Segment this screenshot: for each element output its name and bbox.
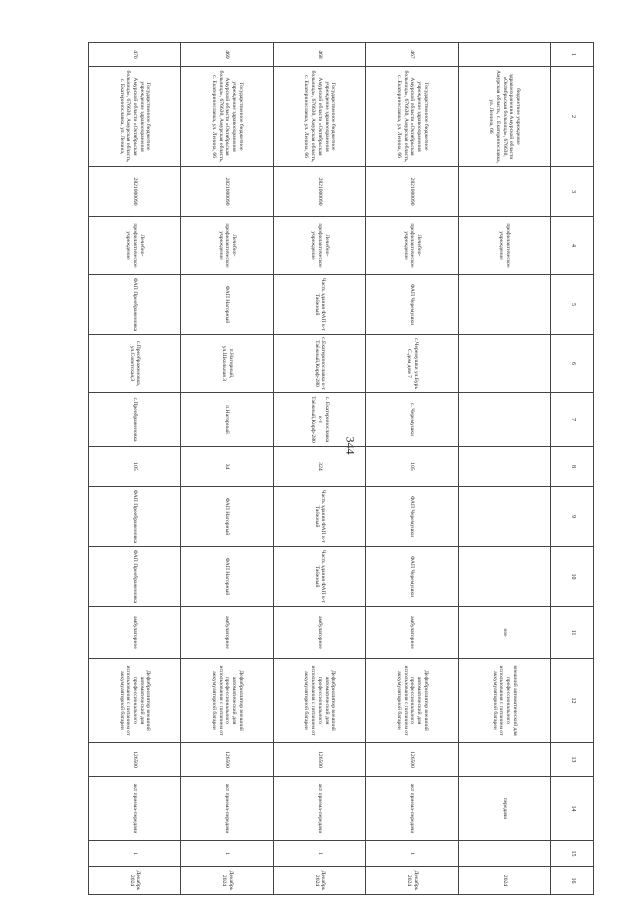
equipment-name-cell: Дефибриллятор внешний автоматический для профессионального использования с питанием от аккумуляторной батареи <box>89 659 181 743</box>
table-row <box>181 43 273 895</box>
population-cell: 105 <box>89 447 181 487</box>
col-num: 1 <box>550 43 593 67</box>
delivery-date-cell: Декабрь 2024 <box>89 867 181 895</box>
inn-cell: 2821000090 <box>273 167 365 217</box>
equipment-name-cell: Дефибриллятор внешний автоматический для профессионального использования с питанием от аккумуляторной батареи <box>273 659 365 743</box>
basis-document-cell: акт приема-передачи <box>273 777 365 841</box>
delivery-date-cell: 2024 <box>458 867 550 895</box>
population-cell: 324 <box>273 447 365 487</box>
table-row <box>89 43 181 895</box>
delivery-date-cell: Декабрь 2024 <box>181 867 273 895</box>
location-place-cell: Часть здания ФАП к-т Таёжный <box>273 547 365 607</box>
quantity-cell: 1 <box>181 841 273 867</box>
basis-document-cell: акт приема-передачи <box>181 777 273 841</box>
col-num: 8 <box>550 447 593 487</box>
col-num: 7 <box>550 393 593 447</box>
facility-address-cell <box>458 335 550 393</box>
col-num: 10 <box>550 547 593 607</box>
price-cell <box>458 743 550 777</box>
delivery-date-cell: Декабрь 2024 <box>273 867 365 895</box>
facility-address-cell: с.Преображеновка, ул.Советская,3 <box>89 335 181 393</box>
location-name-cell: ФАП Нагорный <box>181 487 273 547</box>
facility-name-cell: ФАП Преображеновка <box>89 275 181 335</box>
location-place-cell <box>458 547 550 607</box>
table-row <box>273 43 365 895</box>
quantity-cell <box>458 841 550 867</box>
delivery-date-cell: Декабрь 2024 <box>366 867 458 895</box>
inn-cell: 2821000090 <box>366 167 458 217</box>
quantity-cell: 1 <box>89 841 181 867</box>
col-num: 11 <box>550 607 593 659</box>
organization-name-cell: Государственное бюджетное учреждение здравоохранения Амурской области «Октябрьская больница», 676630, Амурская область, с. Екатеринославка, ул. Ленина, 66 <box>181 67 273 167</box>
row-number-cell: 468 <box>273 43 365 67</box>
table-row <box>458 43 550 895</box>
equipment-name-cell: Дефибриллятор внешний автоматический для профессионального использования с питанием от аккумуляторной батареи <box>366 659 458 743</box>
price-cell: 126500 <box>181 743 273 777</box>
organization-name-cell: Государственное бюджетное учреждение здравоохранения Амурской области «Октябрьская больница», 676630, Амурская область, с. Екатеринославка, ул. Ленина, 66 <box>366 67 458 167</box>
organization-name-cell: Государственное бюджетное учреждение здравоохранения Амурской области «Октябрьская больница», 676630, Амурская область, с. Екатеринославка, ул. Ленина, 66 <box>273 67 365 167</box>
population-cell <box>458 447 550 487</box>
institution-type-cell: профилактическое учреждение <box>458 217 550 275</box>
facility-name-cell: Часть здания ФАП к-т Таёжный <box>273 275 365 335</box>
location-name-cell: ФАП Черемушки <box>366 487 458 547</box>
settlement-cell: с. Черемушки <box>366 393 458 447</box>
inn-cell: 2821000090 <box>181 167 273 217</box>
table-row <box>366 43 458 895</box>
institution-type-cell: Лечебно-профилактическое учреждение <box>273 217 365 275</box>
inn-cell: 2821000090 <box>89 167 181 217</box>
price-cell: 126500 <box>366 743 458 777</box>
settlement-cell <box>458 393 550 447</box>
col-num: 6 <box>550 335 593 393</box>
facility-address-cell: с.Черемушки ул.Бурь С.дом дом 7 <box>366 335 458 393</box>
organization-name-cell: Государственное бюджетное учреждение здравоохранения Амурской области «Октябрьская больница», 676630, Амурская область, с. Екатеринославка, ул. Ленина, <box>89 67 181 167</box>
population-cell: 105 <box>366 447 458 487</box>
row-number-cell: 469 <box>181 43 273 67</box>
col-num: 9 <box>550 487 593 547</box>
care-type-cell: амбулаторное <box>181 607 273 659</box>
price-cell: 126500 <box>89 743 181 777</box>
col-num: 15 <box>550 841 593 867</box>
facility-name-cell <box>458 275 550 335</box>
column-number-row <box>550 43 593 895</box>
facility-name-cell: ФАП Нагорный <box>181 275 273 335</box>
location-place-cell: ФАП Преображеновка <box>89 547 181 607</box>
care-type-cell: амбулаторное <box>89 607 181 659</box>
care-type-cell: амбулаторное <box>366 607 458 659</box>
population-cell: 34 <box>181 447 273 487</box>
facility-address-cell: п.Нагорный, ул.Школьная 3 <box>181 335 273 393</box>
price-cell: 126500 <box>273 743 365 777</box>
rotated-table-container <box>88 42 594 894</box>
col-num: 2 <box>550 67 593 167</box>
organization-name-cell: бюджетное учреждение здравоохранения Амурской области «Октябрьская больница», 676630, Амурская область, с. Екатеринославка, ул. Ленина, 66 <box>458 67 550 167</box>
data-table <box>88 42 594 895</box>
col-num: 3 <box>550 167 593 217</box>
location-place-cell: ФАП Черемушки <box>366 547 458 607</box>
institution-type-cell: Лечебно-профилактическое учреждение <box>181 217 273 275</box>
care-type-cell: амбулаторное <box>273 607 365 659</box>
location-place-cell: ФАП Нагорный <box>181 547 273 607</box>
page-number: 344 <box>343 436 358 455</box>
col-num: 16 <box>550 867 593 895</box>
facility-address-cell: с.Екатеринославка к-т Таёжный,Кирф-280 <box>273 335 365 393</box>
quantity-cell: 1 <box>273 841 365 867</box>
basis-document-cell: акт приема-передачи <box>89 777 181 841</box>
settlement-cell: с.Преображеновка <box>89 393 181 447</box>
row-number-cell <box>458 43 550 67</box>
institution-type-cell: Лечебно-профилактическое учреждение <box>366 217 458 275</box>
col-num: 14 <box>550 777 593 841</box>
row-number-cell: 467 <box>366 43 458 67</box>
settlement-cell: п.Нагорный <box>181 393 273 447</box>
quantity-cell: 1 <box>366 841 458 867</box>
institution-type-cell: Лечебно-профилактическое учреждение <box>89 217 181 275</box>
care-type-cell: ное <box>458 607 550 659</box>
col-num: 5 <box>550 275 593 335</box>
equipment-name-cell: внешний автоматический для профессионального использования с питанием от аккумуляторной батареи <box>458 659 550 743</box>
col-num: 4 <box>550 217 593 275</box>
settlement-cell: с. Екатеринославка к-т Таёжный,Кирф-280 <box>273 393 365 447</box>
inn-cell <box>458 167 550 217</box>
equipment-name-cell: Дефибриллятор внешний автоматический для профессионального использования с питанием от аккумуляторной батареи <box>181 659 273 743</box>
location-name-cell <box>458 487 550 547</box>
location-name-cell: Часть здания ФАП к-т Таёжный <box>273 487 365 547</box>
basis-document-cell: акт приема-передачи <box>366 777 458 841</box>
col-num: 13 <box>550 743 593 777</box>
facility-name-cell: ФАП Черемушки <box>366 275 458 335</box>
location-name-cell: ФАП Преображеновка <box>89 487 181 547</box>
row-number-cell: 470 <box>89 43 181 67</box>
col-num: 12 <box>550 659 593 743</box>
basis-document-cell: передачи <box>458 777 550 841</box>
